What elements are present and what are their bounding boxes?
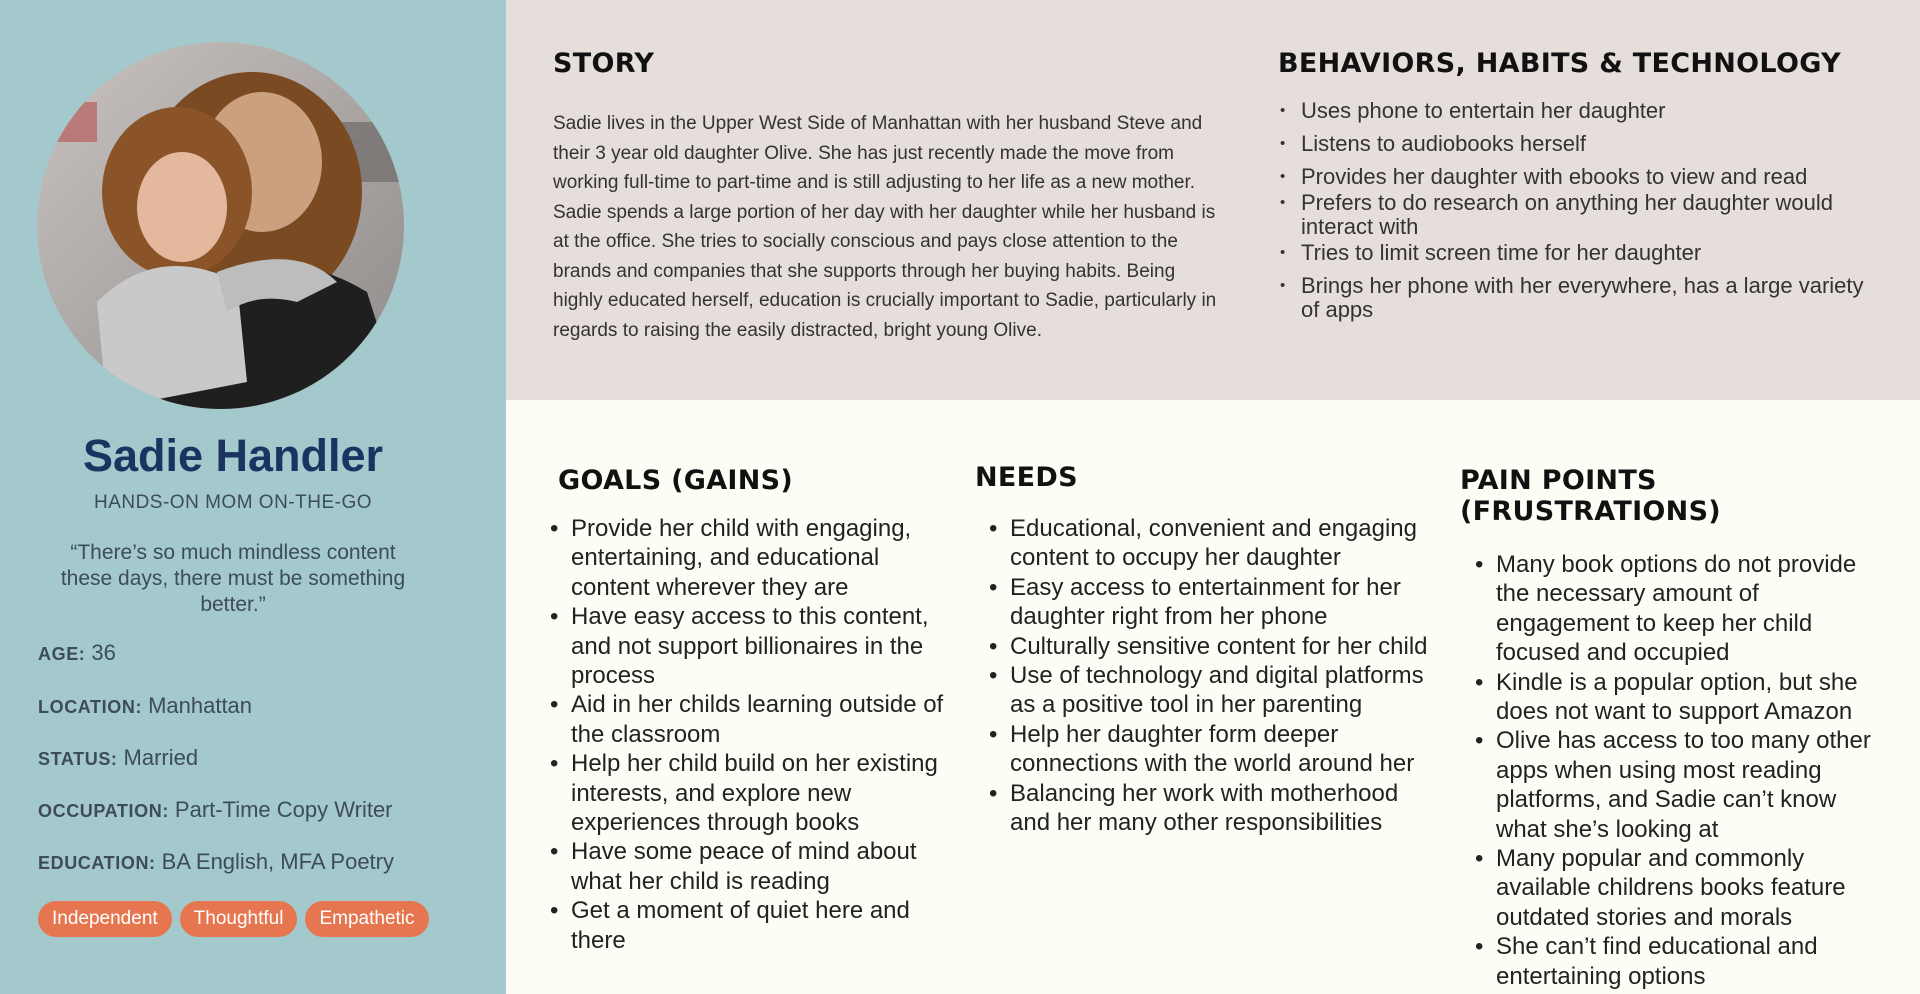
list-item: • Help her child build on her existing interests, and explore new experiences through books bbox=[548, 749, 948, 837]
needs-list bbox=[987, 514, 1435, 837]
goals-title: GOALS (GAINS) bbox=[558, 465, 794, 496]
detail-value: Married bbox=[123, 745, 199, 770]
list-item: • Aid in her childs learning outside of the classroom bbox=[548, 690, 948, 749]
list-item: • Kindle is a popular option, but she does not want to support Amazon bbox=[1473, 668, 1893, 727]
persona-name: Sadie Handler bbox=[82, 430, 384, 481]
trait-tag: Independent bbox=[38, 901, 172, 937]
detail-value: BA English, MFA Poetry bbox=[161, 849, 394, 874]
detail-age bbox=[38, 640, 116, 666]
trait-tags bbox=[38, 901, 429, 937]
pain-points-list bbox=[1473, 550, 1893, 991]
behaviors-list bbox=[1278, 99, 1878, 322]
list-item: • Prefers to do research on anything her daughter would interact with bbox=[1278, 191, 1878, 239]
list-item: • Get a moment of quiet here and there bbox=[548, 896, 948, 955]
list-item: • Many popular and commonly available childrens books feature outdated stories and morals bbox=[1473, 844, 1893, 932]
persona-quote: “There’s so much mindless content these days, there must be something better.” bbox=[60, 541, 406, 616]
list-item: • Tries to limit screen time for her daughter bbox=[1278, 241, 1878, 265]
pain-points-title: PAIN POINTS (FRUSTRATIONS) bbox=[1460, 465, 1721, 527]
detail-label: OCCUPATION: bbox=[38, 801, 169, 821]
avatar bbox=[37, 42, 404, 409]
list-item: • Olive has access to too many other apps when using most reading platforms, and Sadie can’t know what she’s looking at bbox=[1473, 726, 1893, 844]
trait-tag: Thoughtful bbox=[180, 901, 298, 937]
needs-section bbox=[975, 462, 1435, 837]
detail-occupation bbox=[38, 797, 393, 823]
detail-label: STATUS: bbox=[38, 749, 118, 769]
detail-location bbox=[38, 693, 252, 719]
detail-value: Part-Time Copy Writer bbox=[174, 797, 393, 822]
detail-label: EDUCATION: bbox=[38, 853, 156, 873]
goals-section bbox=[548, 465, 948, 955]
story-title: STORY bbox=[553, 48, 655, 79]
list-item: • Provides her daughter with ebooks to view and read bbox=[1278, 165, 1878, 189]
list-item: • Balancing her work with motherhood and her many other responsibilities bbox=[987, 779, 1435, 838]
list-item: • Brings her phone with her everywhere, has a large variety of apps bbox=[1278, 274, 1878, 322]
persona-sidebar bbox=[0, 0, 506, 994]
list-item: • Uses phone to entertain her daughter bbox=[1278, 99, 1878, 123]
detail-label: LOCATION: bbox=[38, 697, 143, 717]
list-item: • She can’t find educational and entertaining options bbox=[1473, 932, 1893, 991]
list-item: • Have some peace of mind about what her child is reading bbox=[548, 837, 948, 896]
list-item: • Help her daughter form deeper connections with the world around her bbox=[987, 720, 1435, 779]
detail-value: 36 bbox=[91, 640, 116, 665]
detail-status bbox=[38, 745, 198, 771]
persona-photo bbox=[37, 42, 404, 409]
list-item: • Easy access to entertainment for her daughter right from her phone bbox=[987, 573, 1435, 632]
detail-label: AGE: bbox=[38, 644, 86, 664]
behaviors-section bbox=[1278, 48, 1878, 322]
story-text: Sadie lives in the Upper West Side of Manhattan with her husband Steve and their 3 year old daughter Olive. She has just recently made the move from working full-time to part-time and is still adjusting to her life as a new mother. Sadie spends a large portion of her day with her daughter while her husband is at the office. She tries to socially conscious and pays close attention to the brands and companies that she supports through her buying habits. Being highly educated herself, education is crucially important to Sadie, particularly in regards to raising the easily distracted, bright young Olive. bbox=[553, 113, 1217, 341]
list-item: • Use of technology and digital platforms as a positive tool in her parenting bbox=[987, 661, 1435, 720]
detail-value: Manhattan bbox=[148, 693, 253, 718]
story-section bbox=[553, 48, 1223, 345]
list-item: • Provide her child with engaging, entertaining, and educational content wherever they are bbox=[548, 514, 948, 602]
list-item: • Many book options do not provide the necessary amount of engagement to keep her child focused and occupied bbox=[1473, 550, 1893, 668]
trait-tag: Empathetic bbox=[305, 901, 428, 937]
behaviors-title: BEHAVIORS, HABITS & TECHNOLOGY bbox=[1278, 48, 1841, 79]
pain-points-section bbox=[1460, 465, 1905, 991]
list-item: • Educational, convenient and engaging content to occupy her daughter bbox=[987, 514, 1435, 573]
list-item: • Culturally sensitive content for her child bbox=[987, 632, 1435, 661]
list-item: • Listens to audiobooks herself bbox=[1278, 132, 1878, 156]
needs-title: NEEDS bbox=[975, 462, 1078, 493]
persona-subtitle: HANDS-ON MOM ON-THE-GO bbox=[93, 492, 373, 513]
detail-education bbox=[38, 849, 394, 875]
goals-list bbox=[548, 514, 948, 955]
list-item: • Have easy access to this content, and not support billionaires in the process bbox=[548, 602, 948, 690]
